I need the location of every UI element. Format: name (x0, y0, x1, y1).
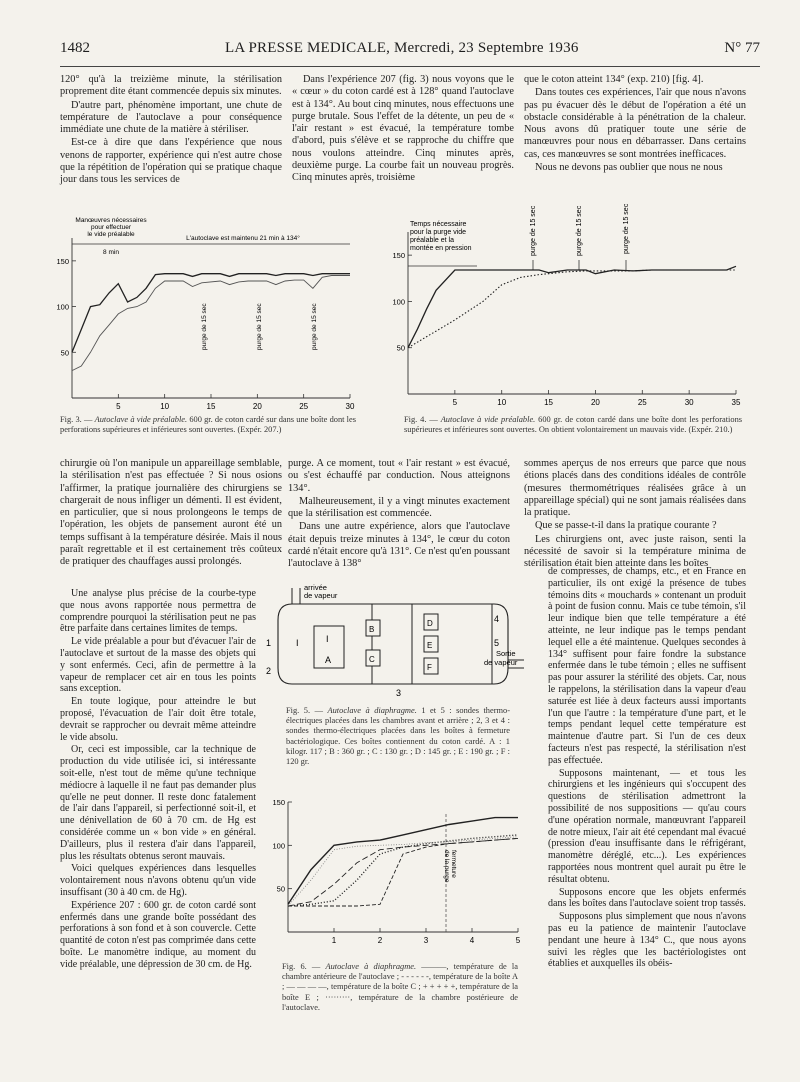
fig6-y-tick-label: 50 (276, 884, 285, 894)
page-number: 1482 (60, 40, 90, 56)
fig6-chart (266, 792, 528, 960)
fig6-x-tick-label: 5 (515, 936, 521, 945)
fig5-sortie-label: Sortie de vapeur (484, 649, 518, 667)
fig5-label: 1 (266, 638, 272, 648)
fig4-purge-label: purge de 15 sec (530, 205, 537, 256)
paragraph: Supposons maintenant, — et tous les chirurgiens et les ingénieurs qui s'occupent des questions de stérilisation admettront la possibilité de nos suppositions — qu'au cours d'une opération normale, manœuvrant l'appareil de notre mieux, l'air ait été cependant mal évacué (pression d'eau insuffisante dans le réfrigérant, manomètre déréglé, etc...). Les expériences rapportées nous montrent quel aurait pu être le résultat obtenu. (548, 767, 746, 885)
fig3-annot-8min: 8 min (103, 249, 119, 256)
fig4-purge-label: purge de 15 sec (623, 203, 630, 254)
paragraph: purge. A ce moment, tout « l'air restant » est évacué, ou s'est échauffé par conduction. Nous atteignons 134°. (288, 458, 510, 494)
fig6-x-tick-label: 4 (469, 936, 475, 945)
paragraph: Voici quelques expériences dans lesquelles volontairement nous n'avons obtenu qu'un vide insuffisant (30 à 40 cm. de Hg). (60, 863, 256, 898)
bottom-column-2 (288, 458, 510, 572)
fig6-caption-body: ———, température de la chambre antérieure de l'autoclave ; - - - - - -, température de la boîte A ; — — — —, température de la boîte C ; + + + + +, température de la boîte E ; ·········, température de la chambre postérieure de l'autoclave. (282, 962, 518, 1012)
fig4-caption-title: Autoclave à vide préalable. (440, 415, 536, 424)
fig6-caption-title: Autoclave à diaphragme. (325, 962, 417, 971)
paragraph: que le coton atteint 134° (exp. 210) [fig. 4]. (524, 74, 704, 85)
fig5-label: C (369, 655, 375, 664)
top-column-1 (60, 74, 282, 188)
fig3-x-tick-label: 20 (252, 402, 262, 411)
fig3-x-tick-label: 15 (206, 402, 216, 411)
fig6-series-bo-te-a (288, 838, 518, 906)
fig3-series-coton (72, 276, 350, 371)
fig4-series-coton (408, 270, 736, 348)
fig5-label: 5 (494, 638, 500, 648)
fig6-x-tick-label: 2 (377, 936, 383, 945)
fig6-series-bo-te-c (288, 838, 518, 906)
fig4-x-tick-label: 10 (497, 398, 507, 407)
paragraph: Malheureusement, il y a vingt minutes exactement que la stérilisation est commencée. (288, 495, 510, 520)
fig4-caption-body: 600 gr. de coton cardé dans une boîte dont les perforations supérieures et inférieures sont ouvertes. On obtient volontairement un mauvais vide. (Expér. 210.) (404, 415, 743, 435)
fig5-arrivee-label: arrivée de vapeur (304, 583, 338, 600)
fig4-caption (404, 415, 742, 435)
paragraph: D'autre part, phénomène important, une chute de température de l'autoclave a pour conséquence immédiate une chute de la matière à stériliser. (60, 99, 282, 136)
fig4-y-tick-label: 50 (396, 343, 405, 353)
paragraph: Or, ceci est impossible, car la technique de production du vide utilisée ici, si intéressante soit-elle, n'est tout de même qu'une technique médiocre à laquelle il ne faut pas demander plus qu'elle ne peut donner. Il reste donc fatalement de l'air dans l'appareil, si perfectionné soit-il, et une dénivellation de 60 à 70 cm. de Hg est considérée comme un « bon vide » en général. D'ailleurs, plus il restera d'air dans l'appareil, plus les résultats obtenus seront mauvais. (60, 744, 256, 862)
fig3-x-tick-label: 30 (345, 402, 355, 411)
fig5-label: E (427, 641, 433, 650)
fig5-caption (286, 706, 510, 767)
paragraph: Supposons encore que les objets enfermés dans les boîtes dans l'autoclave soient trop tassés. (548, 886, 746, 910)
fig3-purge-label: purge de 15 sec (256, 303, 263, 350)
fig3-x-tick-label: 10 (160, 402, 170, 411)
bottom-column-1b (60, 588, 256, 972)
fig5-label: I (326, 634, 329, 644)
fig3-purge-label: purge de 15 sec (311, 303, 318, 350)
fig3-caption (60, 415, 356, 435)
fig3-y-tick-label: 100 (56, 302, 69, 312)
paragraph: Supposons plus simplement que nous n'avons pas eu la patience de maintenir l'autoclave pendant une heure à 134° C., que nous ayons suivi les règles que les bactériologistes ont établies et auxquelles ils obéis- (548, 911, 746, 970)
fig4-x-tick-label: 15 (544, 398, 554, 407)
paragraph: Est-ce à dire que dans l'expérience que nous venons de rapporter, expérience qui n'est autre chose que la répétition de l'opération qui se pratique chaque jour dans tous les services de (60, 137, 282, 186)
top-column-2 (292, 74, 514, 186)
paragraph: Dans l'expérience 207 (fig. 3) nous voyons que le « cœur » du coton cardé est à 128° quand l'autoclave est à 134°. Au bout cinq minutes, nous effectuons une purge brutale. Sous l'effet de la détente, un peu de « l'air restant » est évacué, la température tombe d'abord, puis s'élève et se rapproche du chiffre que nous voulons atteindre. Cinq minutes après, deuxième purge. La courbe fait un nouveau progrès. Cinq minutes après, troisième (292, 74, 514, 184)
fig6-y-tick-label: 150 (272, 798, 285, 807)
fig3-chart (58, 202, 358, 412)
fig3-x-tick-label: 25 (299, 402, 309, 411)
fig5-caption-body: 1 et 5 : sondes thermo-électriques placées dans les chambres avant et arrière ; 2, 3 et 4 : sondes thermo-électriques placées dans les boîtes à fermeture bactériologique. Ces boîtes contiennent du coton cardé. A : 1 kilogr. 117 ; B : 360 gr. ; C : 130 gr. ; D : 145 gr. ; E : 190 gr. ; F : 120 gr. (286, 706, 510, 767)
autoclave-body (278, 604, 508, 684)
paragraph: 120° qu'à la treizième minute, la stérilisation proprement dite étant commencée depuis six minutes. (60, 74, 282, 98)
header-rule (60, 66, 760, 67)
fig6-caption (282, 962, 518, 1013)
fig4-series-autoclave (408, 266, 736, 347)
paragraph: Que se passe-t-il dans la pratique courante ? (535, 520, 717, 532)
paragraph: En toute logique, pour atteindre le but proposé, l'évacuation de l'air doit être totale, devrait se rapprocher ou devrait même atteindre le vide absolu. (60, 696, 256, 743)
fig4-x-tick-label: 30 (684, 398, 694, 407)
fig3-y-tick-label: 150 (56, 256, 69, 266)
fig6-series-chambre-ant-rieure (288, 818, 518, 905)
fig4-annot: Temps nécessaire pour la purge vide préalable et la montée en pression (410, 221, 472, 252)
fig3-caption-title: Autoclave à vide préalable. (94, 415, 188, 424)
paragraph: Dans toutes ces expériences, l'air que nous n'avons pas pu évacuer dès le début de l'opération a été un obstacle considérable à la pénétration de la chaleur. Nous avons dû pratiquer toute une série de manœuvres pour nous en débarrasser. Dans certains cas, ces manœuvres se sont montrées inefficaces. (524, 87, 746, 160)
fig6-series-chambre-post-rieure (288, 837, 518, 906)
fig6-caption-fig: Fig. 6. — (282, 962, 321, 971)
fig5-label: F (427, 663, 432, 672)
top-column-3 (524, 74, 746, 175)
journal-title: LA PRESSE MEDICALE, Mercredi, 23 Septembre 1936 (225, 40, 579, 56)
fig6-x-tick-label: 3 (423, 936, 429, 945)
fig4-x-tick-label: 5 (452, 398, 458, 407)
fig4-chart (392, 196, 752, 412)
fig4-x-tick-label: 35 (731, 398, 741, 407)
fig5-label: 3 (396, 688, 402, 698)
fig4-x-tick-label: 20 (590, 398, 600, 407)
bottom-column-3b (548, 566, 746, 971)
fig3-series-autoclave (72, 274, 350, 353)
fig3-annot-manoeuvres: Manœuvres nécessaires pour effectuer le vide préalable (75, 217, 147, 238)
paragraph: Une analyse plus précise de la courbe-type que nous avons rapportée nous permettra de comprendre pourquoi la stérilisation peut ne pas être parfaite dans certaines limites de temps. (60, 588, 256, 635)
fig4-y-tick-label: 150 (392, 251, 405, 261)
paragraph: Expérience 207 : 600 gr. de coton cardé sont enfermés dans une grande boîte possédant des perforations à son fond et à son couvercle. Cette quantité de coton n'est pas comprimée dans cette boîte. Le manomètre indique, au moment du vide préalable, une dépression de 30 cm. de Hg. (60, 899, 256, 970)
paragraph: Dans une autre expérience, alors que l'autoclave était depuis treize minutes à 134°, le cœur du coton cardé n'était encore qu'à 131°. Ce n'est qu'en poussant l'autoclave à 138° (288, 521, 510, 570)
fig5-label: 2 (266, 666, 272, 676)
fig4-caption-fig: Fig. 4. — (404, 415, 438, 424)
bottom-column-3a (524, 458, 746, 572)
paragraph: Le vide préalable a pour but d'évacuer l'air de l'autoclave et surtout de la masse des objets qui y sont enfermés. Ceci, afin de permettre à la vapeur de remplacer cet air en tous les points sans exception. (60, 636, 256, 695)
bottom-column-1a (60, 458, 282, 570)
fig3-x-tick-label: 5 (116, 402, 121, 411)
fig6-x-tick-label: 1 (331, 936, 337, 945)
paragraph: Les chirurgiens ont, avec juste raison, senti la nécessité de savoir si la température minima de stérilisation était bien atteinte dans les boîtes (524, 533, 746, 570)
fig5-diagram (262, 580, 530, 700)
fig4-purge-label: purge de 15 sec (576, 205, 583, 256)
fig4-x-tick-label: 25 (637, 398, 647, 407)
page-header (60, 40, 760, 66)
fig6-fermeture-label: fermeturede la purge (443, 850, 457, 883)
fig3-annot-autoclave: L'autoclave est maintenu 21 min à 134° (186, 235, 300, 242)
fig5-label: I (296, 638, 299, 648)
fig5-caption-title: Autoclave à diaphragme. (327, 706, 417, 715)
fig3-purge-label: purge de 15 sec (201, 303, 208, 350)
paragraph: de compresses, de champs, etc., et en France en particulier, ils ont exigé la présence de tubes témoins dits « mouchards » contenant un produit à point de fusion connu. Mais ce tube témoin, s'il leur indique bien que telle température a été atteinte, ne leur indique pas le temps pendant lequel elle a été maintenue. Quelques secondes à 134° suffisent pour faire fondre la substance enfermée dans le tube témoin ; elles ne suffisent pas pour assurer la stérilité des objets. Car, nous le rappelons, la stérilisation dans la vapeur d'eau saturée est liée à deux facteurs aussi importants l'un que l'autre : la température d'une part, et le temps pendant lequel cette température est maintenue d'autre part. Si l'un de ces deux facteurs n'est pas respecté, la stérilisation n'est pas effectuée. (548, 566, 746, 766)
fig3-caption-fig: Fig. 3. — (60, 415, 93, 424)
fig4-y-tick-label: 100 (392, 297, 405, 307)
paragraph: Nous ne devons pas oublier que nous ne nous (535, 162, 723, 174)
fig5-label: D (427, 619, 433, 628)
fig5-caption-fig: Fig. 5. — (286, 706, 323, 715)
fig3-caption-body: 600 gr. de coton cardé sur dans une boîte dont les perforations supérieures et inférieures sont ouvertes. (Expér. 207.) (60, 415, 356, 435)
fig5-label: B (369, 625, 375, 634)
paragraph: sommes aperçus de nos erreurs que parce que nous étions placés dans des conditions idéales de contrôle (mesures thermométriques réalisées grâce à un appareillage spécial) qui ne sont jamais réalisées dans la pratique. (524, 458, 746, 519)
issue-number: N° 77 (724, 40, 760, 56)
fig6-series-bo-te-e (288, 835, 518, 906)
paragraph: chirurgie où l'on manipule un appareillage semblable, la stérilisation n'est pas effectuée ? Si nous osions l'affirmer, la pratique journalière des chirurgiens se chargerait de nous infliger un démenti. Il est évident, en particulier, que si nous prolongeons le temps de l'opération, les objets de pansement auront été un temps suffisant à la température désirée. Mais il nous paraît regrettable et il est certainement très coûteux de pratiquer des chauffages aussi prolongés. (60, 458, 282, 568)
fig6-y-tick-label: 100 (272, 841, 285, 851)
fig5-label: 4 (494, 614, 500, 624)
fig5-label: A (325, 655, 332, 665)
fig3-y-tick-label: 50 (60, 348, 69, 358)
